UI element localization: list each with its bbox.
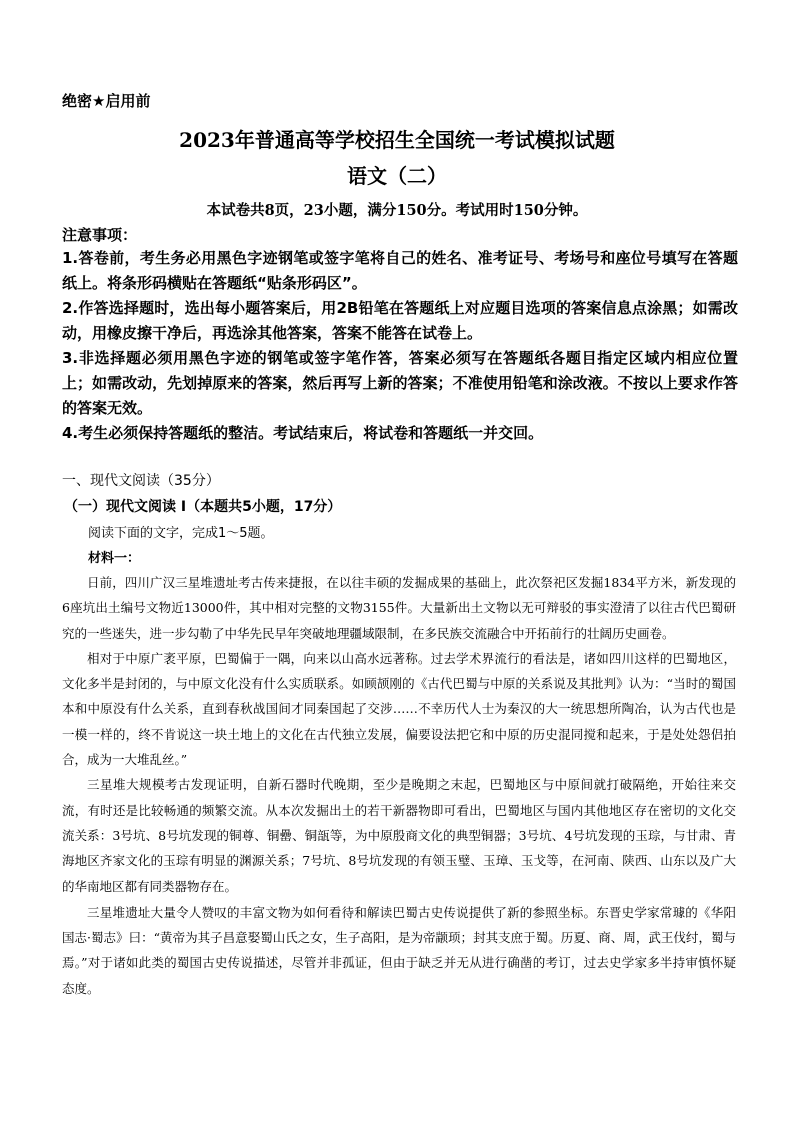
- passage-paragraph: 相对于中原广袤平原，巴蜀偏于一隅，向来以山高水远著称。过去学术界流行的看法是，诸如四川这样的巴蜀地区，文化多半是封闭的，与中原文化没有什么实质联系。如顾颉刚的《古代巴蜀与中原的关系说及其批判》认为：“当时的蜀国本和中原没有什么关系，直到春秋战国间才同秦国起了交涉……不幸历代人士为秦汉的大一统思想所陶冶，认为古代也是一模一样的，终不肯说这一块土地上的文化在古代独立发展，偏要设法把它和中原的历史混同搅和起来，于是处处怨侣拍合，成为一大堆乱丝。”: [62, 650, 736, 768]
- notices-list: [62, 246, 738, 446]
- exam-title: 2023年普通高等学校招生全国统一考试模拟试题: [179, 128, 615, 152]
- reading-instruction: 阅读下面的文字，完成1～5题。: [88, 526, 274, 541]
- exam-info: 本试卷共8页，23小题，满分150分。考试用时150分钟。: [206, 202, 588, 219]
- notice-item: 3.非选择题必须用黑色字迹的钢笔或签字笔作答，答案必须写在答题纸各题目指定区域内相应位置上；如需改动，先划掉原来的答案，然后再写上新的答案；不准使用铅笔和涂改液。不按以上要求作答的答案无效。: [62, 349, 738, 417]
- notice-item: 1.答卷前，考生务必用黑色字迹钢笔或签字笔将自己的姓名、准考证号、考场号和座位号填写在答题纸上。将条形码横贴在答题纸“贴条形码区”。: [62, 249, 738, 292]
- secret-label: 绝密★启用前: [62, 92, 151, 110]
- passage: [62, 570, 736, 1001]
- material-label: 材料一：: [88, 551, 141, 566]
- passage-paragraph: 三星堆遗址大量令人赞叹的丰富文物为如何看待和解读巴蜀古史传说提供了新的参照坐标。东晋史学家常璩的《华阳国志·蜀志》曰：“黄帝为其子昌意娶蜀山氏之女，生子高阳，是为帝颛顼；封其支庶于蜀。历夏、商、周，武王伐纣，蜀与焉。”对于诸如此类的蜀国古史传说描述，尽管并非孤证，但由于缺乏并无从进行确凿的考订，过去史学家多半持审慎怀疑态度。: [62, 904, 736, 996]
- notice-item: 4.考生必须保持答题纸的整洁。考试结束后，将试卷和答题纸一并交回。: [62, 424, 544, 442]
- passage-paragraph: 三星堆大规模考古发现证明，自新石器时代晚期，至少是晚期之末起，巴蜀地区与中原间就打破隔绝，开始往来交流，有时还是比较畅通的频繁交流。从本次发掘出土的若干新器物即可看出，巴蜀地区与国内其他地区存在密切的文化交流关系：3号坑、8号坑发现的铜尊、铜罍、铜瓿等，为中原殷商文化的典型铜器；3号坑、4号坑发现的玉琮，与甘肃、青海地区齐家文化的玉琮有明显的渊源关系；7号坑、8号坑发现的有领玉璧、玉璋、玉戈等，在河南、陕西、山东以及广大的华南地区都有同类器物存在。: [62, 777, 736, 894]
- subject-title: 语文（二）: [347, 164, 447, 188]
- notice-item: 2.作答选择题时，选出每小题答案后，用2B铅笔在答题纸上对应题目选项的答案信息点涂黑；如需改动，用橡皮擦干净后，再选涂其他答案，答案不能答在试卷上。: [62, 299, 738, 342]
- passage-paragraph: 日前，四川广汉三星堆遗址考古传来捷报，在以往丰硕的发掘成果的基础上，此次祭祀区发掘1834平方米，新发现的6座坑出土编号文物近13000件，其中相对完整的文物3155件。大量新出土文物以无可辩驳的事实澄清了以往古代巴蜀研究的一些迷失，进一步勾勒了中华先民早年突破地理疆域限制，在多民族交流融合中开拓前行的壮阔历史画卷。: [62, 575, 736, 641]
- subpart-title: （一）现代文阅读 I（本题共5小题，17分）: [64, 499, 342, 515]
- notices-heading: 注意事项：: [62, 226, 138, 244]
- part-title: 一、现代文阅读（35分）: [62, 473, 220, 489]
